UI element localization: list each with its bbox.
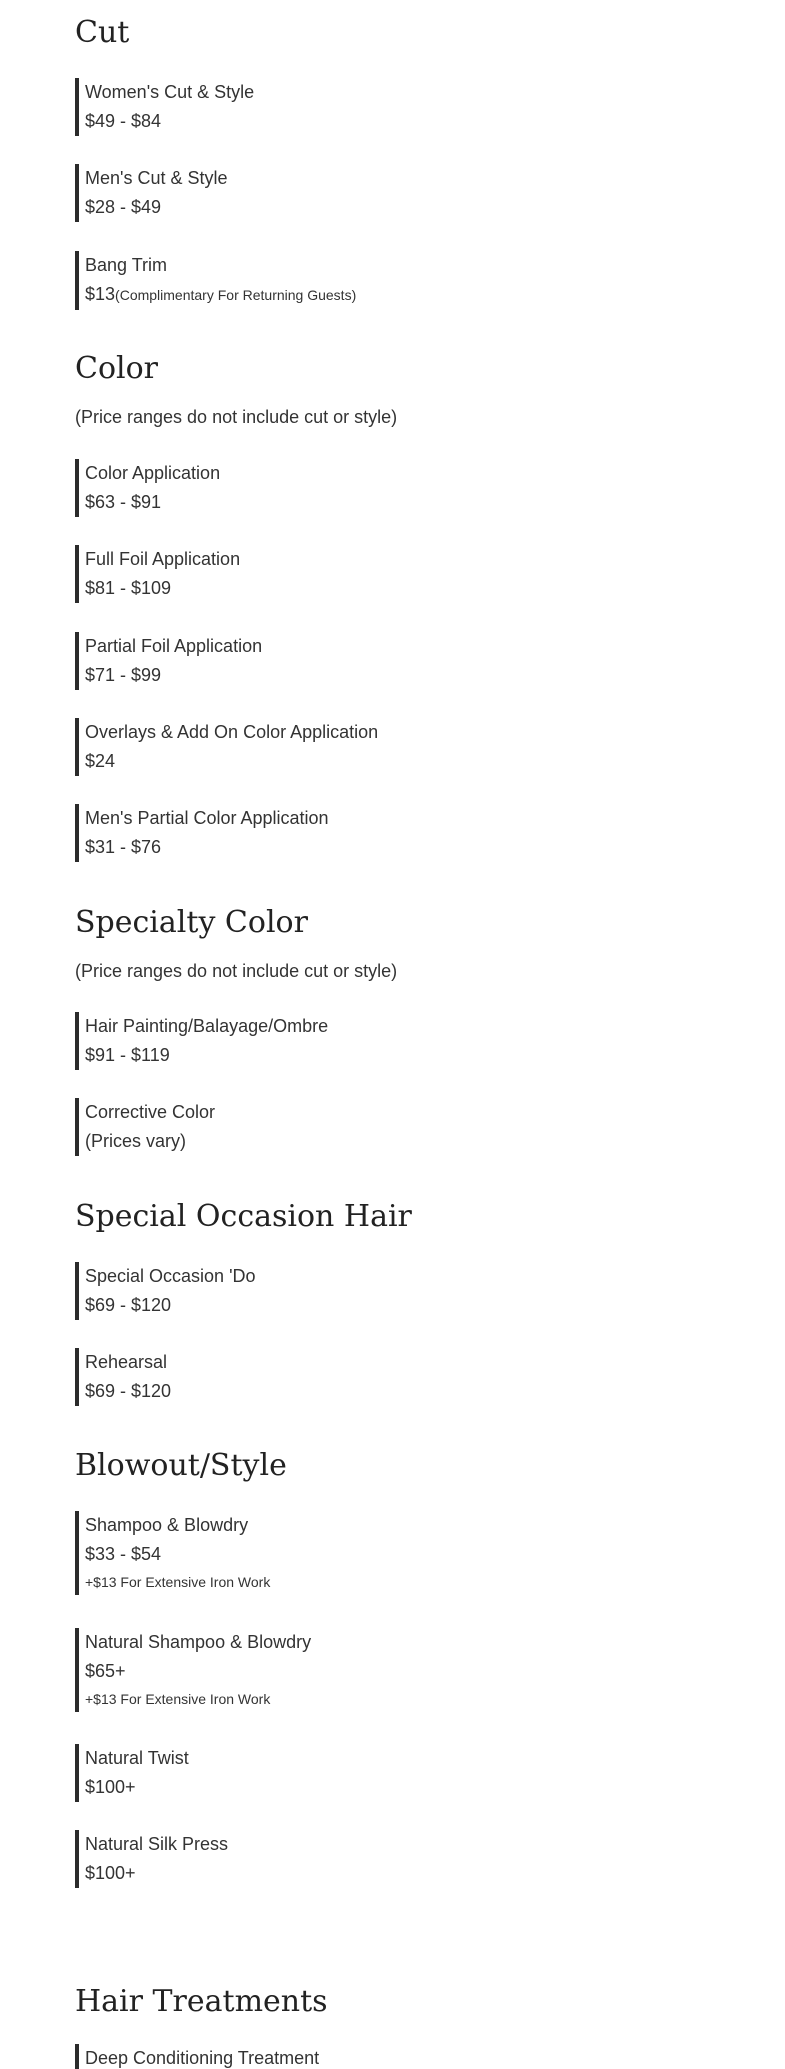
section-title-treatments: Hair Treatments <box>75 1984 328 2019</box>
service-item <box>75 545 240 603</box>
service-name: Men's Partial Color Application <box>85 808 329 828</box>
service-item <box>75 718 378 776</box>
service-name: Special Occasion 'Do <box>85 1266 256 1286</box>
service-price: $71 - $99 <box>85 665 162 685</box>
service-item <box>75 251 356 310</box>
service-name: Natural Shampoo & Blowdry <box>85 1632 312 1652</box>
service-item <box>75 164 228 222</box>
service-price-note: (Complimentary For Returning Guests) <box>115 287 357 303</box>
service-price-value: $13 <box>85 284 116 304</box>
service-price: $91 - $119 <box>85 1045 170 1065</box>
service-price: $65+ <box>85 1661 126 1681</box>
service-name: Natural Twist <box>85 1748 189 1768</box>
service-item <box>75 632 262 690</box>
service-item <box>75 2044 319 2069</box>
service-item <box>75 804 329 862</box>
service-name: Deep Conditioning Treatment <box>85 2048 320 2068</box>
service-item <box>75 1830 228 1888</box>
service-price: $100+ <box>85 1777 136 1797</box>
service-name: Color Application <box>85 463 221 483</box>
service-name: Bang Trim <box>85 255 168 275</box>
service-price: $49 - $84 <box>85 111 162 131</box>
service-name: Overlays & Add On Color Application <box>85 722 379 742</box>
service-price: $31 - $76 <box>85 837 162 857</box>
section-title-specialty-color: Specialty Color <box>75 905 308 940</box>
section-title-cut: Cut <box>75 15 130 50</box>
service-item <box>75 1262 256 1320</box>
service-price: $63 - $91 <box>85 492 162 512</box>
section-note: (Price ranges do not include cut or style) <box>75 961 398 981</box>
service-item <box>75 78 254 136</box>
service-price: (Prices vary) <box>85 1131 187 1151</box>
service-item <box>75 459 220 517</box>
service-price: $100+ <box>85 1863 136 1883</box>
service-item <box>75 1744 189 1802</box>
service-price <box>85 279 356 310</box>
section-title-blowout: Blowout/Style <box>75 1448 287 1483</box>
service-name: Full Foil Application <box>85 549 241 569</box>
service-price: $69 - $120 <box>85 1295 172 1315</box>
section-title-color: Color <box>75 351 159 386</box>
service-name: Shampoo & Blowdry <box>85 1515 249 1535</box>
service-item <box>75 1628 311 1712</box>
service-price: $33 - $54 <box>85 1544 162 1564</box>
section-note: (Price ranges do not include cut or style) <box>75 407 398 427</box>
service-name: Women's Cut & Style <box>85 82 255 102</box>
service-item <box>75 1511 270 1595</box>
service-name: Corrective Color <box>85 1102 216 1122</box>
service-price: $24 <box>85 751 116 771</box>
service-price: $28 - $49 <box>85 197 162 217</box>
service-extra-note: +$13 For Extensive Iron Work <box>85 1691 271 1707</box>
service-price: $69 - $120 <box>85 1381 172 1401</box>
service-item <box>75 1348 171 1406</box>
service-item <box>75 1012 328 1070</box>
service-name: Men's Cut & Style <box>85 168 228 188</box>
service-name: Hair Painting/Balayage/Ombre <box>85 1016 329 1036</box>
section-title-special-occasion: Special Occasion Hair <box>75 1199 412 1234</box>
service-name: Rehearsal <box>85 1352 168 1372</box>
service-extra-note: +$13 For Extensive Iron Work <box>85 1574 271 1590</box>
service-price: $81 - $109 <box>85 578 172 598</box>
service-name: Partial Foil Application <box>85 636 263 656</box>
service-name: Natural Silk Press <box>85 1834 229 1854</box>
service-item <box>75 1098 215 1156</box>
